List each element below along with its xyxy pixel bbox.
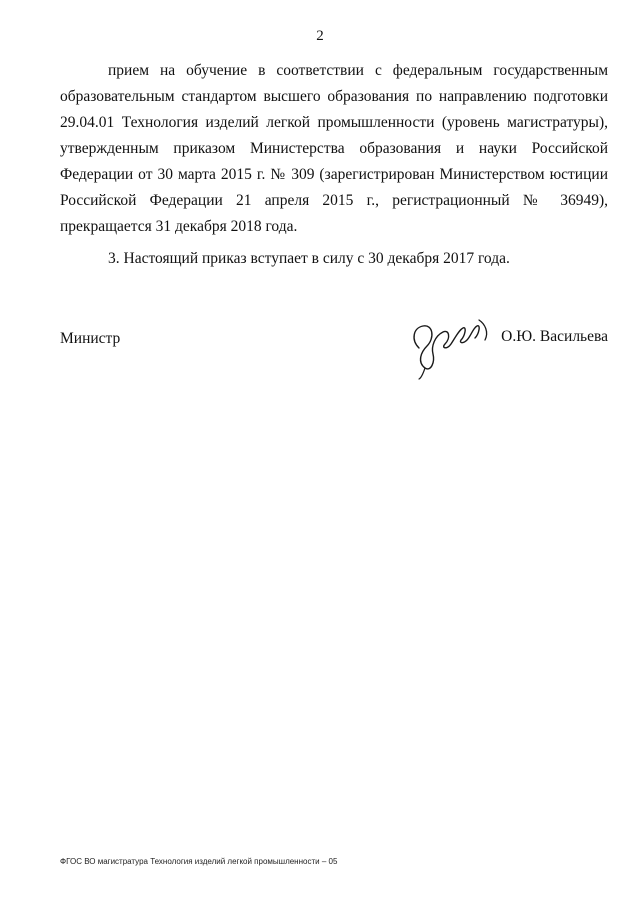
paragraph-continuation: прием на обучение в соответствии с федеральным государственным образовательным стандартом высшего образования по направлению подготовки 29.04.01 Технология изделий легкой промышленности (уровень магистратуры), утвержденным приказом Министерства образования и науки Российской Федерации от 30 марта 2015 г. № 309 (зарегистрирован Министерством юстиции Российской Федерации 21 апреля 2015 г., регистрационный № 36949), прекращается 31 декабря 2018 года.	[60, 62, 608, 235]
signatory-name: О.Ю. Васильева	[501, 328, 608, 345]
document-body	[60, 58, 608, 272]
signatory-position: Министр	[60, 330, 121, 347]
signature-block	[60, 310, 608, 380]
page-number: 2	[316, 28, 324, 44]
footer-note: ФГОС ВО магистратура Технология изделий легкой промышленности – 05	[60, 857, 338, 866]
handwritten-signature	[405, 310, 495, 380]
paragraph-item-3: 3. Настоящий приказ вступает в силу с 30 декабря 2017 года.	[108, 250, 510, 267]
